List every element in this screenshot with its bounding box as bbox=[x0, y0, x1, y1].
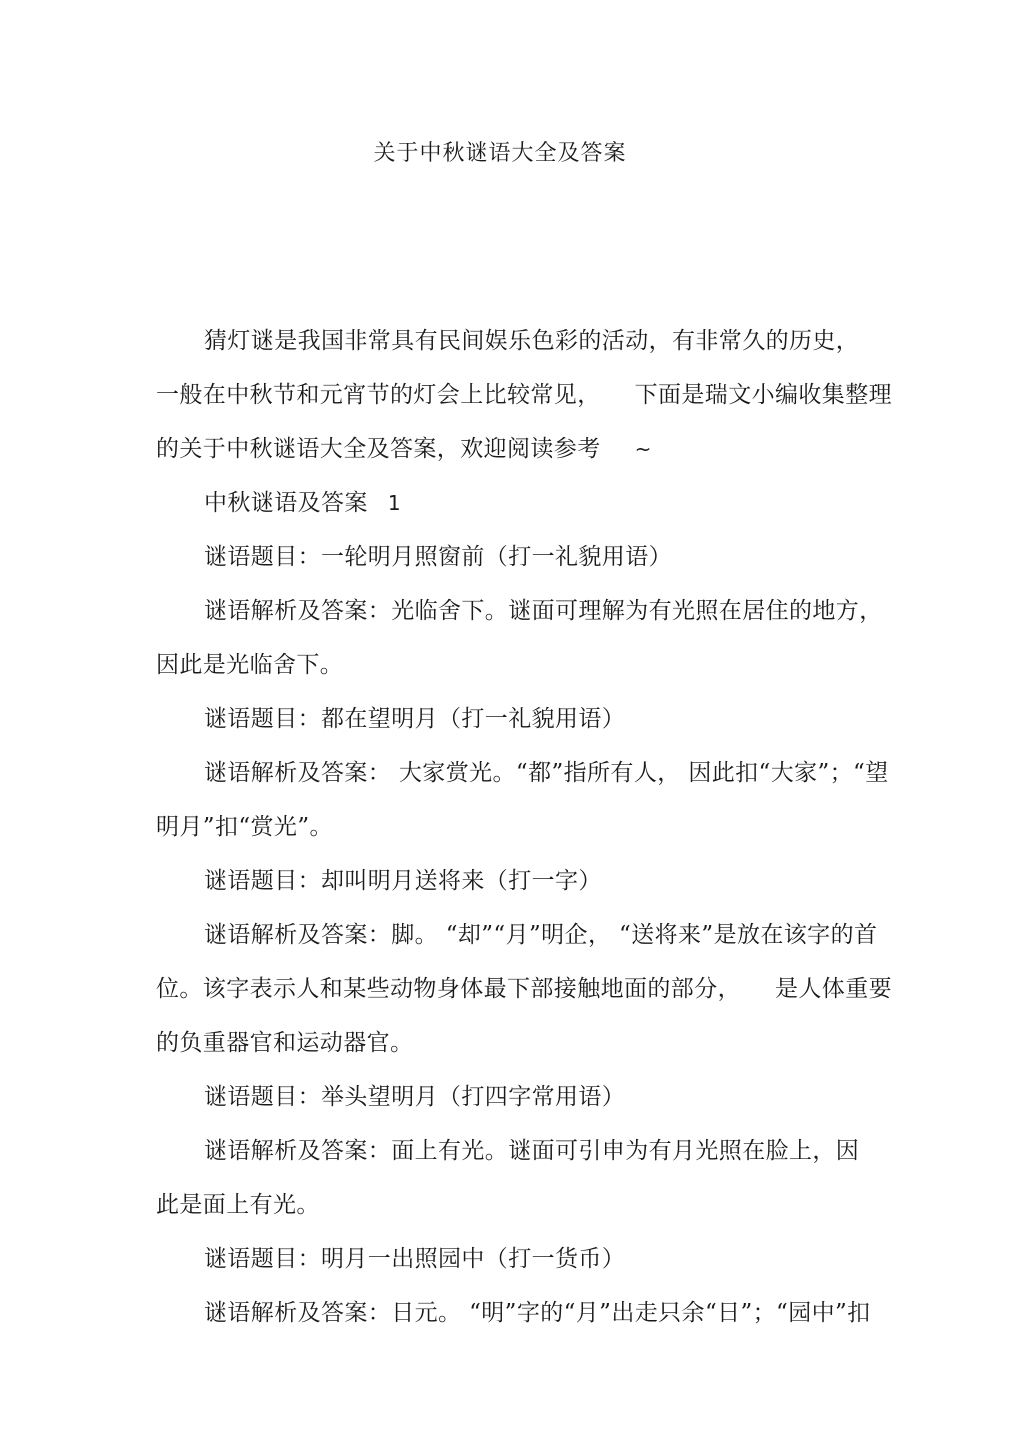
riddle-3-answer-line-1: 谜语解析及答案：脚。 “却”“月”明企， “送将来”是放在该字的首 bbox=[204, 922, 878, 948]
section-number: 1 bbox=[387, 491, 401, 515]
riddle-2-answer-line-1: 谜语解析及答案： 大家赏光。“都”指所有人， 因此扣“大家”；“望 bbox=[204, 760, 889, 786]
intro-line-1: 猜灯谜是我国非常具有民间娱乐色彩的活动，有非常久的历史， bbox=[204, 328, 860, 354]
section-heading-text: 中秋谜语及答案 bbox=[204, 490, 368, 516]
riddle-2-question: 谜语题目：都在望明月（打一礼貌用语） bbox=[204, 706, 626, 732]
intro-line-2-part-b: 下面是瑞文小编收集整理 bbox=[634, 382, 893, 408]
riddle-3-question: 谜语题目：却叫明月送将来（打一字） bbox=[204, 868, 602, 894]
riddle-5-question: 谜语题目：明月一出照园中（打一货币） bbox=[204, 1246, 626, 1272]
riddle-5-answer-line-1: 谜语解析及答案：日元。 “明”字的“月”出走只余“日”；“园中”扣 bbox=[204, 1300, 871, 1326]
intro-line-2-part-a: 一般在中秋节和元宵节的灯会上比较常见， bbox=[156, 382, 601, 408]
riddle-4-answer-line-1: 谜语解析及答案：面上有光。谜面可引申为有月光照在脸上，因 bbox=[204, 1138, 860, 1164]
riddle-3-answer-line-3: 的负重器官和运动器官。 bbox=[156, 1030, 414, 1056]
riddle-2-answer-line-2: 明月”扣“赏光”。 bbox=[156, 814, 333, 840]
intro-line-3-part-a: 的关于中秋谜语大全及答案，欢迎阅读参考 bbox=[156, 436, 601, 462]
document-title: 关于中秋谜语大全及答案 bbox=[373, 141, 627, 166]
intro-line-2 bbox=[156, 378, 893, 432]
section-heading bbox=[156, 486, 871, 540]
riddle-4-question: 谜语题目：举头望明月（打四字常用语） bbox=[204, 1084, 626, 1110]
intro-line-3 bbox=[156, 432, 871, 486]
riddle-1-answer-line-1: 谜语解析及答案：光临舍下。谜面可理解为有光照在居住的地方， bbox=[204, 598, 883, 624]
riddle-1-answer-line-2: 因此是光临舍下。 bbox=[156, 652, 344, 678]
riddle-1-question: 谜语题目：一轮明月照窗前（打一礼貌用语） bbox=[204, 544, 672, 570]
riddle-3-answer-line-2-part-a: 位。该字表示人和某些动物身体最下部接触地面的部分， bbox=[156, 976, 741, 1002]
riddle-3-answer-line-2-part-b: 是人体重要 bbox=[775, 976, 892, 1002]
intro-tilde: ~ bbox=[634, 437, 652, 461]
riddle-3-answer-line-2 bbox=[156, 972, 892, 1026]
document-body bbox=[156, 324, 893, 1350]
riddle-4-answer-line-2: 此是面上有光。 bbox=[156, 1192, 320, 1218]
